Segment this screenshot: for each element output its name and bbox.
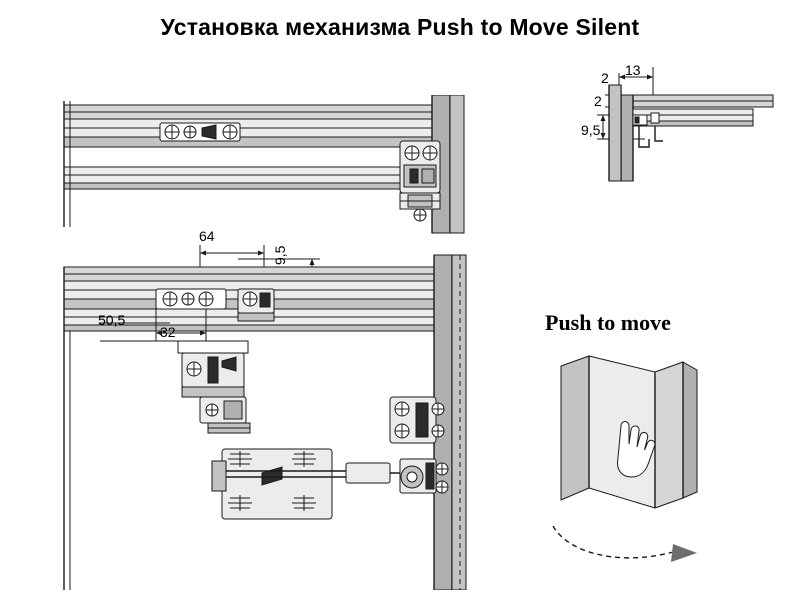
dim-plan-32: 32 [160,324,176,340]
dim-plan-50-5: 50,5 [98,312,126,328]
dim-plan-64: 64 [199,228,215,244]
push-to-move-label: Push to move [545,310,671,335]
rotation-arrow-icon [553,526,697,562]
plan-view-drawing [60,245,500,590]
page-title: Установка механизма Push to Move Silent [160,14,640,40]
dim-detail-2-side: 2 [594,93,602,109]
top-elevation-drawing [60,95,480,235]
dim-detail-2-top: 2 [601,70,609,86]
folding-door-illustration [525,348,755,578]
dim-detail-13: 13 [625,62,641,78]
dim-plan-9-5: 9,5 [272,245,288,265]
dim-detail-9-5: 9,5 [581,122,601,138]
